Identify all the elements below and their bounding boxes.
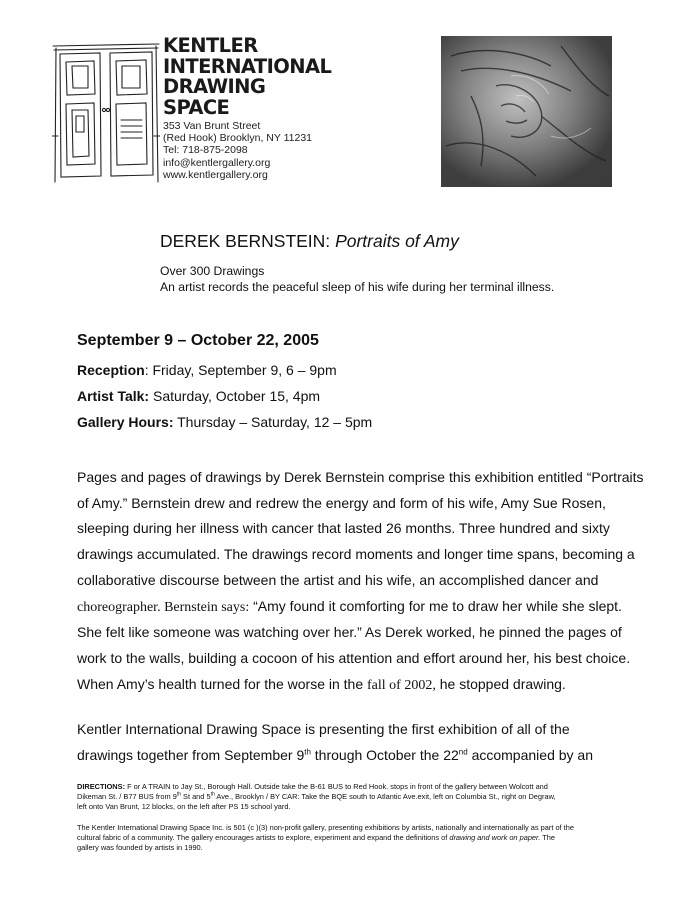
artist-talk-label: Artist Talk: — [77, 388, 150, 404]
about-line: The Kentler International Drawing Space Inc. is 501 (c )(3) non-profit gallery, presenting exhibitions by artists, nationally and internationally as part of the — [77, 823, 574, 832]
exhibition-name: Portraits of Amy — [335, 231, 459, 251]
gallery-doors-drawing-logo — [52, 36, 160, 184]
paragraph-line: collaborative discourse between the artist and his wife, an accomplished dancer and — [77, 571, 599, 588]
directions-line — [77, 792, 627, 802]
artwork-image-sleeping-portrait — [441, 36, 612, 187]
paragraph-line: She felt like someone was watching over her.” As Derek worked, he pinned the pages of — [77, 624, 622, 641]
exhibition-dates: September 9 – October 22, 2005 — [77, 332, 319, 349]
gallery-name — [163, 36, 331, 118]
email-link[interactable]: info@kentlergallery.org — [163, 156, 271, 169]
paragraph-line: of Amy.” Bernstein drew and redrew the energy and form of his wife, Amy Sue Rosen, — [77, 494, 606, 511]
body-paragraph-1 — [77, 465, 644, 698]
gallery-hours-info — [77, 414, 372, 430]
quote-intro: choreographer. Bernstein says: — [77, 599, 250, 615]
quote-text: “Amy found it comforting for me to draw her while she slept. — [249, 597, 622, 614]
subtitle-line: Over 300 Drawings — [160, 264, 265, 278]
directions-line: left onto Van Brunt, 12 blocks, on the left after PS 15 school yard. — [77, 802, 291, 811]
text-run: F or A TRAIN to Jay St., Borough Hall. Outside take the B-61 BUS to Red Hook. stops in front of the gallery between Wolcott and — [125, 782, 548, 791]
subtitle-line: An artist records the peaceful sleep of his wife during her terminal illness. — [160, 279, 555, 294]
paragraph-line: sleeping during her illness with cancer that lasted 26 months. Three hundred and sixty — [77, 520, 610, 537]
gallery-hours-value: Thursday – Saturday, 12 – 5pm — [173, 414, 373, 430]
exhibition-subtitle — [160, 264, 554, 295]
text-run: Ave., Brooklyn / BY CAR: Take the BQE south to Atlantic Ave.exit, left on Columbia St., right on Degraw, — [214, 792, 556, 801]
reception-info — [77, 362, 337, 378]
artist-talk-value: Saturday, October 15, 4pm — [149, 388, 321, 404]
artist-name: DEREK BERNSTEIN: — [160, 231, 331, 251]
address-line-2: (Red Hook) Brooklyn, NY 11231 — [163, 132, 313, 145]
reception-label: Reception — [77, 362, 145, 378]
gallery-name-line: SPACE — [163, 95, 230, 119]
text-run: St and 5 — [180, 792, 211, 801]
text-run: drawings together from September 9 — [77, 746, 305, 763]
reception-value: : Friday, September 9, 6 – 9pm — [144, 362, 337, 378]
about-footer — [77, 823, 627, 853]
directions-footer — [77, 782, 627, 812]
ordinal-suffix: th — [176, 791, 181, 798]
paragraph-line: Kentler International Drawing Space is presenting the first exhibition of all of the — [77, 721, 570, 737]
text-run: accompanied by an — [467, 746, 593, 763]
phone-number: Tel: 718-875-2098 — [163, 144, 248, 157]
text-run: he stopped drawing. — [435, 675, 566, 692]
gallery-name-line: DRAWING — [163, 75, 266, 98]
ordinal-suffix: th — [304, 747, 311, 757]
paragraph-line — [77, 672, 637, 699]
text-run: The — [540, 833, 555, 842]
text-run: fall of 2002, — [367, 677, 436, 693]
directions-line — [77, 782, 627, 792]
paragraph-line — [77, 594, 637, 621]
artist-talk-info — [77, 388, 320, 404]
text-run: When Amy’s health turned for the worse in the — [77, 675, 368, 692]
text-run: cultural fabric of a community. The gallery encourages artists to explore, experiment and expand the definitions of — [77, 833, 450, 842]
text-run-italic: drawing and work on paper. — [449, 833, 541, 842]
directions-label: DIRECTIONS: — [77, 782, 126, 791]
ordinal-suffix: th — [210, 791, 215, 798]
about-line: gallery was founded by artists in 1990. — [77, 843, 203, 852]
exhibition-title — [160, 231, 459, 251]
gallery-hours-label: Gallery Hours: — [77, 414, 174, 430]
address-line-1: 353 Van Brunt Street — [163, 120, 261, 132]
paragraph-line: Pages and pages of drawings by Derek Bernstein comprise this exhibition entitled “Portraits — [77, 469, 644, 485]
text-run: through October the 22 — [310, 746, 459, 763]
text-run: Dikeman St. / B77 BUS from 9 — [77, 792, 177, 801]
ordinal-suffix: nd — [458, 747, 468, 757]
gallery-contact-block — [163, 120, 312, 181]
paragraph-line: drawings accumulated. The drawings record moments and longer time spans, becoming a — [77, 546, 635, 563]
website-link[interactable]: www.kentlergallery.org — [163, 168, 268, 181]
paragraph-line — [77, 743, 637, 769]
body-paragraph-2 — [77, 717, 637, 768]
gallery-name-line: INTERNATIONAL — [163, 54, 332, 78]
gallery-name-line: KENTLER — [163, 34, 258, 57]
paragraph-line: work to the walls, building a cocoon of his attention and effort around her, his best choice. — [77, 649, 631, 666]
about-line — [77, 833, 627, 843]
